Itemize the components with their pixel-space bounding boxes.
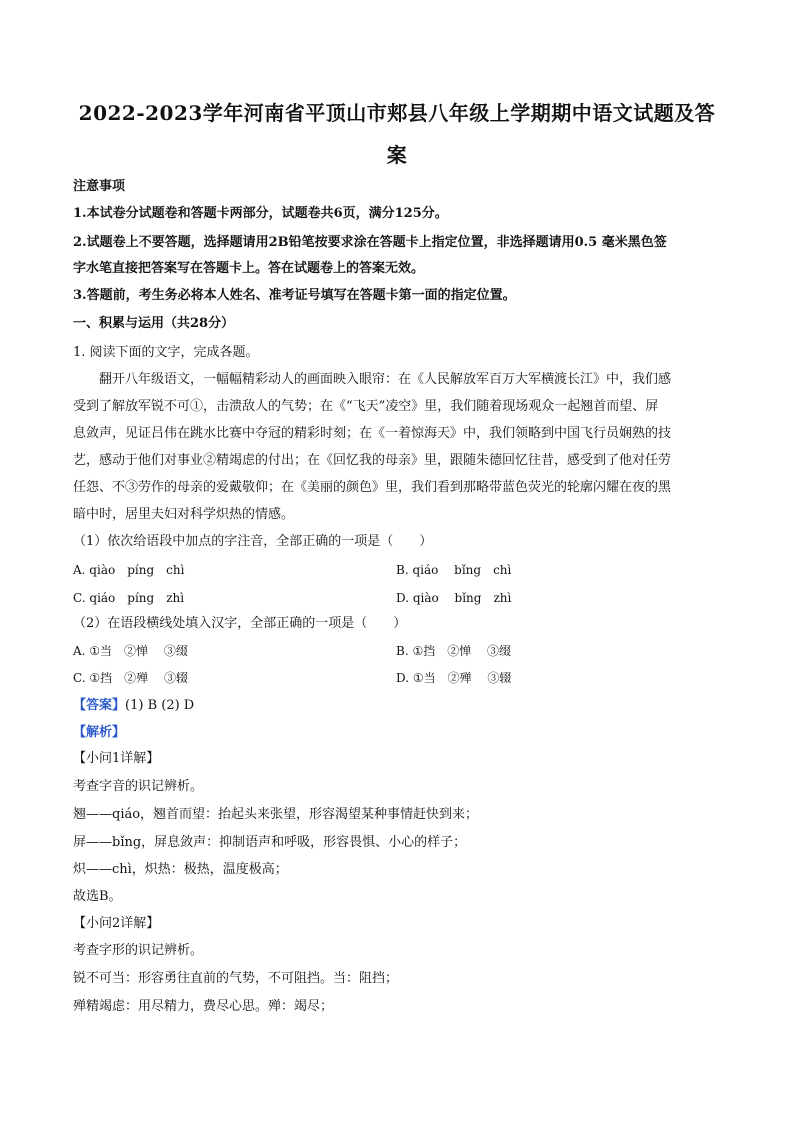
passage-line-5: 任怨、不③劳作的母亲的爱戴敬仰；在《美丽的颜色》里，我们看到那略带蓝色荧光的轮廓闪耀在夜的黑 <box>73 480 672 495</box>
sub-question-2: （2）在语段横线处填入汉字，全部正确的一项是（ ） <box>73 616 407 631</box>
passage-line-4: 艺，感动于他们对事业②精竭虑的付出；在《回忆我的母亲》里，跟随朱德回忆往昔，感受到了他对任劳 <box>73 453 672 468</box>
sub-question-1: （1）依次给语段中加点的字注音，全部正确的一项是（ ） <box>73 534 433 549</box>
section-1-heading: 一、积累与运用（共28分） <box>73 316 235 331</box>
detail-1-line-5: 故选B。 <box>73 889 122 904</box>
answer-label: 【答案】 <box>73 698 126 713</box>
sub1-options-row-2 <box>73 585 723 611</box>
answer-text: (1) B (2) D <box>125 698 195 713</box>
title-line-1: 2022-2023学年河南省平顶山市郏县八年级上学期期中语文试题及答 <box>78 101 716 125</box>
sub1-option-a: A. qiào píng chì <box>73 563 185 577</box>
detail-1-line-1: 考查字音的识记辨析。 <box>73 779 204 794</box>
passage-line-6: 暗中时，居里夫妇对科学炽热的情感。 <box>73 507 295 522</box>
detail-1-line-4: 炽——chì，炽热：极热，温度极高； <box>73 862 288 877</box>
question-1-stem: 1. 阅读下面的文字，完成各题。 <box>73 345 259 360</box>
passage-line-2: 受到了解放军锐不可①，击溃敌人的气势；在《“飞天”凌空》里，我们随着现场观众一起翘首而望、屏 <box>73 399 659 414</box>
detail-2-line-3: 殚精竭虑：用尽精力，费尽心思。殚：竭尽； <box>73 999 334 1014</box>
detail-1-line-3: 屏——bǐng，屏息敛声：抑制语声和呼吸，形容畏惧、小心的样子； <box>73 835 467 850</box>
detail-1-line-2: 翘——qiáo，翘首而望：抬起头来张望，形容渴望某种事情赶快到来； <box>73 807 479 822</box>
passage-line-1: 翻开八年级语文，一幅幅精彩动人的画面映入眼帘：在《人民解放军百万大军横渡长江》中，我们感 <box>99 372 672 387</box>
passage-line-3: 息敛声，见证吕伟在跳水比赛中夺冠的精彩时刻；在《一着惊海天》中，我们领略到中国飞行员娴熟的技 <box>73 426 672 441</box>
notice-item-3: 3.答题前，考生务必将本人姓名、准考证号填写在答题卡第一面的指定位置。 <box>73 288 516 303</box>
detail-2-line-2: 锐不可当：形容勇往直前的气势，不可阻挡。当：阻挡； <box>73 971 399 986</box>
detail-2-line-1: 考查字形的识记辨析。 <box>73 943 204 958</box>
sub2-option-b: B. ①挡 ②惮 ③缀 <box>396 644 512 658</box>
detail-1-label: 【小问1详解】 <box>73 751 160 766</box>
notice-item-2a: 2.试题卷上不要答题，选择题请用2B铅笔按要求涂在答题卡上指定位置，非选择题请用0.5 毫米黑色签 <box>73 235 667 250</box>
title-line-2: 案 <box>386 143 408 167</box>
sub1-option-c: C. qiáo píng zhì <box>73 591 185 605</box>
sub2-options-row-1 <box>73 638 723 664</box>
document-title <box>60 92 734 176</box>
sub1-options-row-1 <box>73 557 723 583</box>
sub1-option-d: D. qiào bǐng zhì <box>396 591 512 605</box>
notice-heading: 注意事项 <box>73 179 126 194</box>
sub2-option-a: A. ①当 ②惮 ③缀 <box>73 644 188 658</box>
detail-2-label: 【小问2详解】 <box>73 916 160 931</box>
answer-line <box>73 693 723 719</box>
sub2-option-c: C. ①挡 ②殚 ③辍 <box>73 671 188 685</box>
notice-item-1: 1.本试卷分试题卷和答题卡两部分，试题卷共6页，满分125分。 <box>73 206 448 221</box>
sub2-options-row-2 <box>73 665 723 691</box>
sub2-option-d: D. ①当 ②殚 ③辍 <box>396 671 512 685</box>
analysis-label: 【解析】 <box>73 725 126 740</box>
sub1-option-b: B. qiáo bǐng chì <box>396 563 512 577</box>
notice-item-2b: 字水笔直接把答案写在答题卡上。答在试题卷上的答案无效。 <box>73 261 425 276</box>
